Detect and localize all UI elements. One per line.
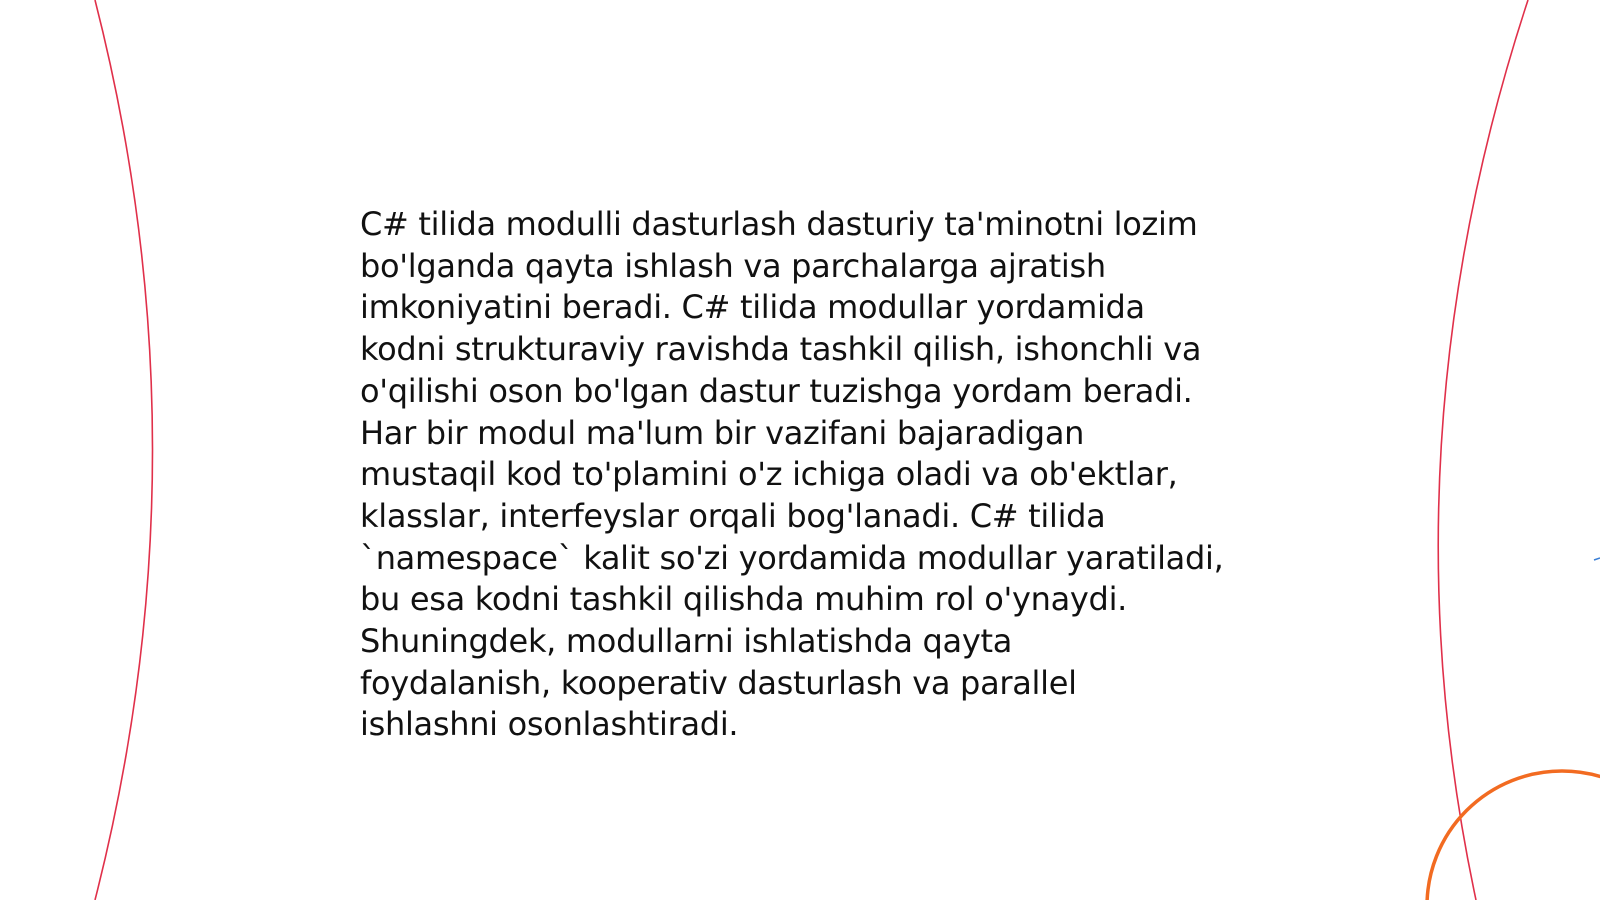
right-edge-mark xyxy=(1594,558,1600,560)
body-line: klasslar, interfeyslar orqali bog'lanadi. C# tilida xyxy=(360,496,1106,535)
body-line: C# tilida modulli dasturlash dasturiy ta'minotni lozim xyxy=(360,205,1198,243)
body-line: bu esa kodni tashkil qilishda muhim rol o'ynaydi. xyxy=(360,580,1128,619)
body-line: `namespace` kalit so'zi yordamida modullar yaratiladi, xyxy=(360,538,1224,577)
body-paragraph xyxy=(360,204,1240,746)
body-line: kodni strukturaviy ravishda tashkil qilish, ishonchli va xyxy=(360,330,1202,369)
body-line: mustaqil kod to'plamini o'z ichiga oladi va ob'ektlar, xyxy=(360,455,1178,494)
body-line: bo'lganda qayta ishlash va parchalarga ajratish xyxy=(360,246,1106,285)
left-curve xyxy=(95,0,153,900)
body-line: Shuningdek, modullarni ishlatishda qayta xyxy=(360,622,1013,661)
body-line: foydalanish, kooperativ dasturlash va parallel xyxy=(360,663,1077,702)
body-line: ishlashni osonlashtiradi. xyxy=(360,705,739,744)
right-curve xyxy=(1438,0,1528,900)
body-line: o'qilishi oson bo'lgan dastur tuzishga yordam beradi. xyxy=(360,371,1193,410)
corner-circle xyxy=(1427,771,1600,900)
body-line: imkoniyatini beradi. C# tilida modullar yordamida xyxy=(360,288,1145,327)
body-line: Har bir modul ma'lum bir vazifani bajaradigan xyxy=(360,413,1085,452)
